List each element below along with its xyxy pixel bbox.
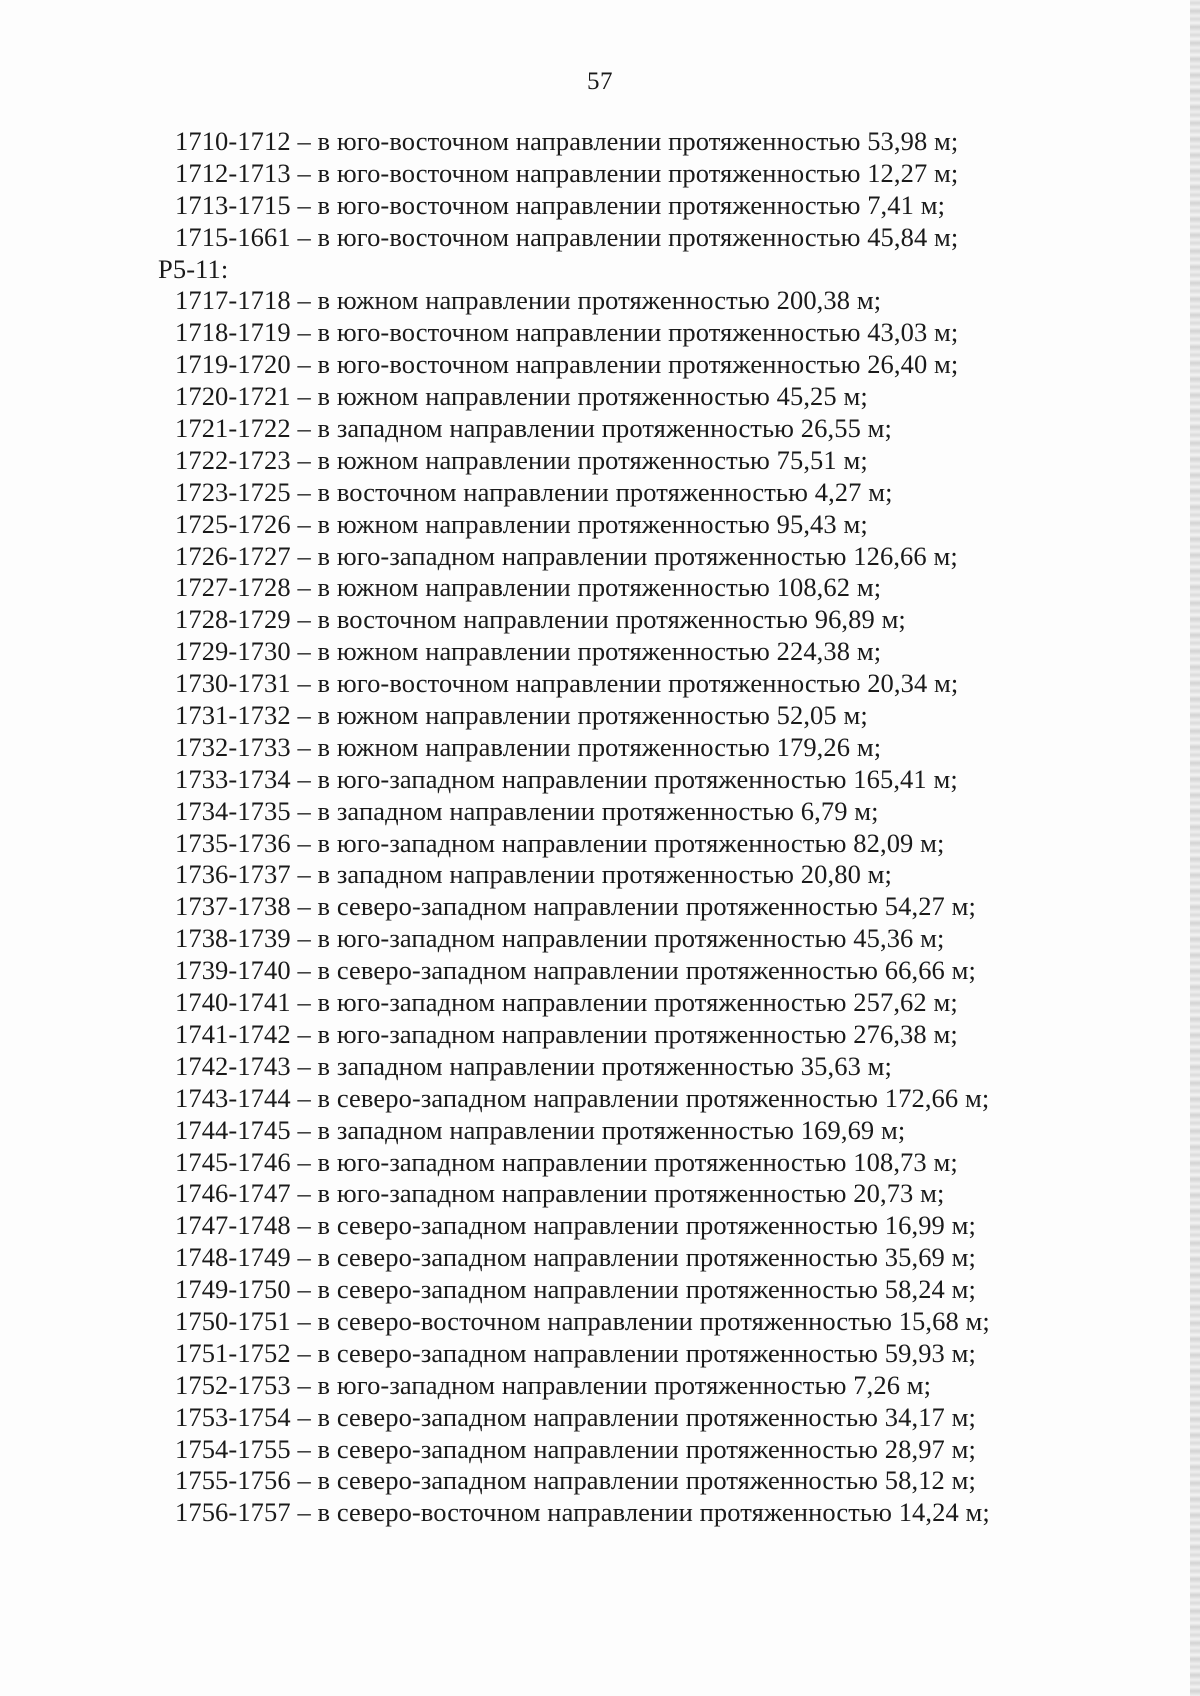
- list-item: 1729-1730 – в южном направлении протяженностью 224,38 м;: [175, 636, 882, 667]
- boundary-segment-list: [158, 126, 1075, 1529]
- list-item: 1727-1728 – в южном направлении протяженностью 108,62 м;: [175, 572, 882, 603]
- list-item: 1740-1741 – в юго-западном направлении протяженностью 257,62 м;: [175, 987, 958, 1018]
- list-item: 1743-1744 – в северо-западном направлении протяженностью 172,66 м;: [175, 1082, 990, 1113]
- list-item: 1733-1734 – в юго-западном направлении протяженностью 165,41 м;: [175, 763, 958, 794]
- list-item: 1748-1749 – в северо-западном направлении протяженностью 35,69 м;: [175, 1242, 976, 1273]
- list-item: 1735-1736 – в юго-западном направлении протяженностью 82,09 м;: [175, 827, 945, 858]
- list-item: 1746-1747 – в юго-западном направлении протяженностью 20,73 м;: [175, 1178, 945, 1209]
- list-item: 1739-1740 – в северо-западном направлении протяженностью 66,66 м;: [175, 955, 976, 986]
- list-item: 1713-1715 – в юго-восточном направлении протяженностью 7,41 м;: [175, 189, 946, 220]
- list-item: 1751-1752 – в северо-западном направлении протяженностью 59,93 м;: [175, 1337, 976, 1368]
- list-item: 1715-1661 – в юго-восточном направлении протяженностью 45,84 м;: [175, 221, 959, 252]
- list-item: 1737-1738 – в северо-западном направлении протяженностью 54,27 м;: [175, 891, 976, 922]
- list-item: 1723-1725 – в восточном направлении протяженностью 4,27 м;: [175, 476, 893, 507]
- list-item: 1732-1733 – в южном направлении протяженностью 179,26 м;: [175, 731, 882, 762]
- list-item: 1710-1712 – в юго-восточном направлении протяженностью 53,98 м;: [175, 126, 959, 156]
- scan-edge-artifact: [1190, 0, 1200, 1696]
- list-item: 1712-1713 – в юго-восточном направлении протяженностью 12,27 м;: [175, 157, 959, 188]
- list-item: 1750-1751 – в северо-восточном направлении протяженностью 15,68 м;: [175, 1305, 990, 1336]
- list-item: 1747-1748 – в северо-западном направлении протяженностью 16,99 м;: [175, 1210, 976, 1241]
- list-item: 1726-1727 – в юго-западном направлении протяженностью 126,66 м;: [175, 540, 958, 571]
- page-number: 57: [587, 68, 613, 95]
- list-item: 1728-1729 – в восточном направлении протяженностью 96,89 м;: [175, 604, 906, 635]
- list-item: 1744-1745 – в западном направлении протяженностью 169,69 м;: [175, 1114, 906, 1145]
- list-item: 1718-1719 – в юго-восточном направлении протяженностью 43,03 м;: [175, 317, 959, 348]
- list-item: 1738-1739 – в юго-западном направлении протяженностью 45,36 м;: [175, 923, 945, 954]
- list-item: 1722-1723 – в южном направлении протяженностью 75,51 м;: [175, 444, 868, 475]
- list-item: 1717-1718 – в южном направлении протяженностью 200,38 м;: [175, 285, 882, 316]
- list-item: 1756-1757 – в северо-восточном направлении протяженностью 14,24 м;: [175, 1497, 990, 1528]
- list-item: 1725-1726 – в южном направлении протяженностью 95,43 м;: [175, 508, 868, 539]
- list-item: 1734-1735 – в западном направлении протяженностью 6,79 м;: [175, 795, 879, 826]
- list-item: 1736-1737 – в западном направлении протяженностью 20,80 м;: [175, 859, 892, 890]
- section-heading: Р5-11:: [158, 253, 229, 284]
- list-item: 1719-1720 – в юго-восточном направлении протяженностью 26,40 м;: [175, 349, 959, 380]
- list-item: 1741-1742 – в юго-западном направлении протяженностью 276,38 м;: [175, 1018, 958, 1049]
- list-item: 1720-1721 – в южном направлении протяженностью 45,25 м;: [175, 381, 868, 412]
- list-item: 1752-1753 – в юго-западном направлении протяженностью 7,26 м;: [175, 1369, 932, 1400]
- list-item: 1730-1731 – в юго-восточном направлении протяженностью 20,34 м;: [175, 668, 959, 699]
- list-item: 1742-1743 – в западном направлении протяженностью 35,63 м;: [175, 1050, 892, 1081]
- list-item: 1755-1756 – в северо-западном направлении протяженностью 58,12 м;: [175, 1465, 976, 1496]
- list-item: 1754-1755 – в северо-западном направлении протяженностью 28,97 м;: [175, 1433, 976, 1464]
- list-item: 1731-1732 – в южном направлении протяженностью 52,05 м;: [175, 700, 868, 731]
- list-item: 1721-1722 – в западном направлении протяженностью 26,55 м;: [175, 413, 892, 444]
- list-item: 1745-1746 – в юго-западном направлении протяженностью 108,73 м;: [175, 1146, 958, 1177]
- list-item: 1753-1754 – в северо-западном направлении протяженностью 34,17 м;: [175, 1401, 976, 1432]
- list-item: 1749-1750 – в северо-западном направлении протяженностью 58,24 м;: [175, 1274, 976, 1305]
